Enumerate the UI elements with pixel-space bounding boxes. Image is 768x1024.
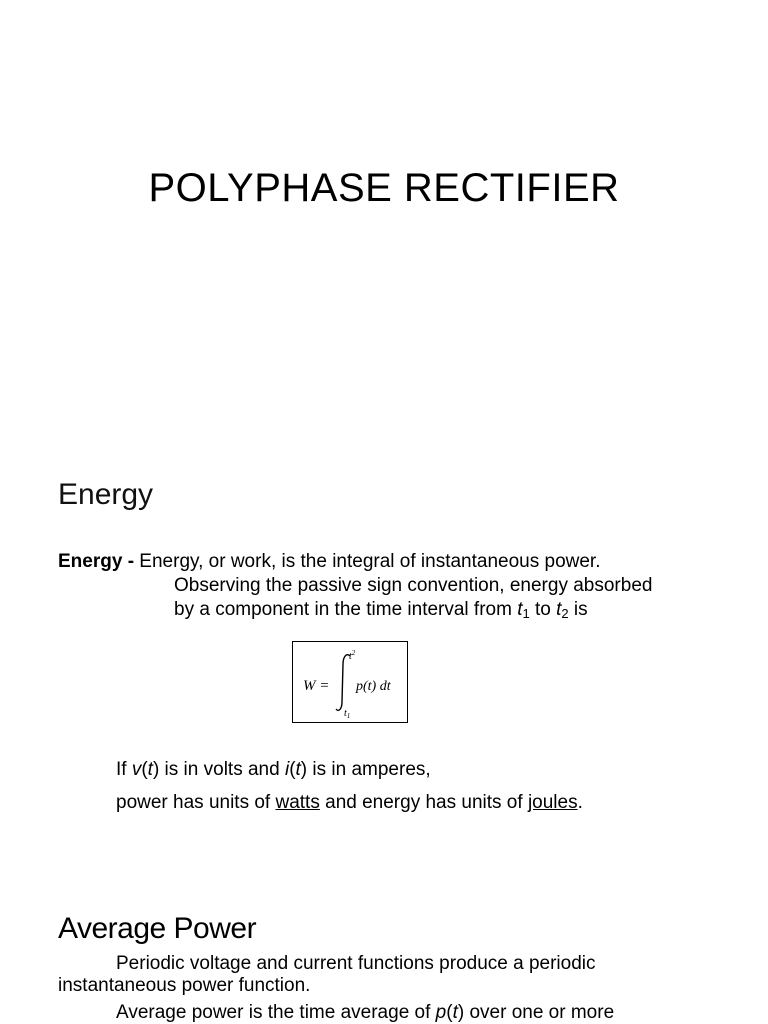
to-word: to: [529, 599, 557, 620]
lower-limit-sub: 1: [346, 712, 351, 720]
t-symbol: t: [556, 599, 562, 620]
subscript-2: 2: [561, 606, 569, 621]
definition-line-3: [58, 598, 748, 622]
integral-sign-icon: [336, 655, 350, 711]
units-line-2: power has units of watts and energy has units of joules.: [116, 792, 583, 813]
slide-title: POLYPHASE RECTIFIER: [148, 166, 620, 210]
paragraph-1-line-1: Periodic voltage and current functions produce a periodic: [116, 953, 596, 974]
joules-term: joules: [527, 792, 578, 813]
formula-integrand: p(t) dt: [356, 679, 391, 694]
p-symbol: p: [435, 1002, 447, 1023]
average-power-paragraph-1: [58, 953, 748, 997]
subscript-1: 1: [522, 606, 530, 621]
t-symbol: t: [517, 599, 523, 620]
energy-integral-formula: [292, 641, 408, 723]
integral-graphic: [293, 642, 407, 722]
units-line-1: If v(t) is in volts and i(t) is in amperes,: [116, 759, 431, 780]
definition-line-2: Observing the passive sign convention, energy absorbed: [174, 575, 653, 596]
definition-line-3-text: by a component in the time interval from: [174, 599, 518, 620]
energy-heading: Energy: [58, 478, 154, 511]
formula-lhs: W =: [303, 678, 330, 694]
i-symbol: i: [284, 759, 290, 780]
average-power-slide: [0, 880, 768, 1024]
watts-term: watts: [275, 792, 320, 813]
is-word: is: [568, 599, 588, 620]
paragraph-1-line-2: instantaneous power function.: [58, 975, 311, 996]
energy-definition: [58, 550, 748, 622]
definition-line-1: Energy, or work, is the integral of instantaneous power.: [134, 551, 601, 572]
average-power-heading: Average Power: [58, 912, 257, 945]
v-symbol: v: [131, 759, 142, 780]
title-slide: [0, 0, 768, 384]
average-power-paragraph-2: Average power is the time average of p(t) over one or more: [116, 1002, 615, 1023]
energy-slide: [0, 430, 768, 870]
svg-text:t2: [349, 649, 356, 662]
svg-text:t1: [344, 708, 350, 720]
upper-limit: t: [349, 651, 352, 662]
lower-limit: t: [344, 708, 347, 719]
energy-term: Energy -: [58, 551, 135, 572]
upper-limit-sub: 2: [351, 649, 356, 657]
